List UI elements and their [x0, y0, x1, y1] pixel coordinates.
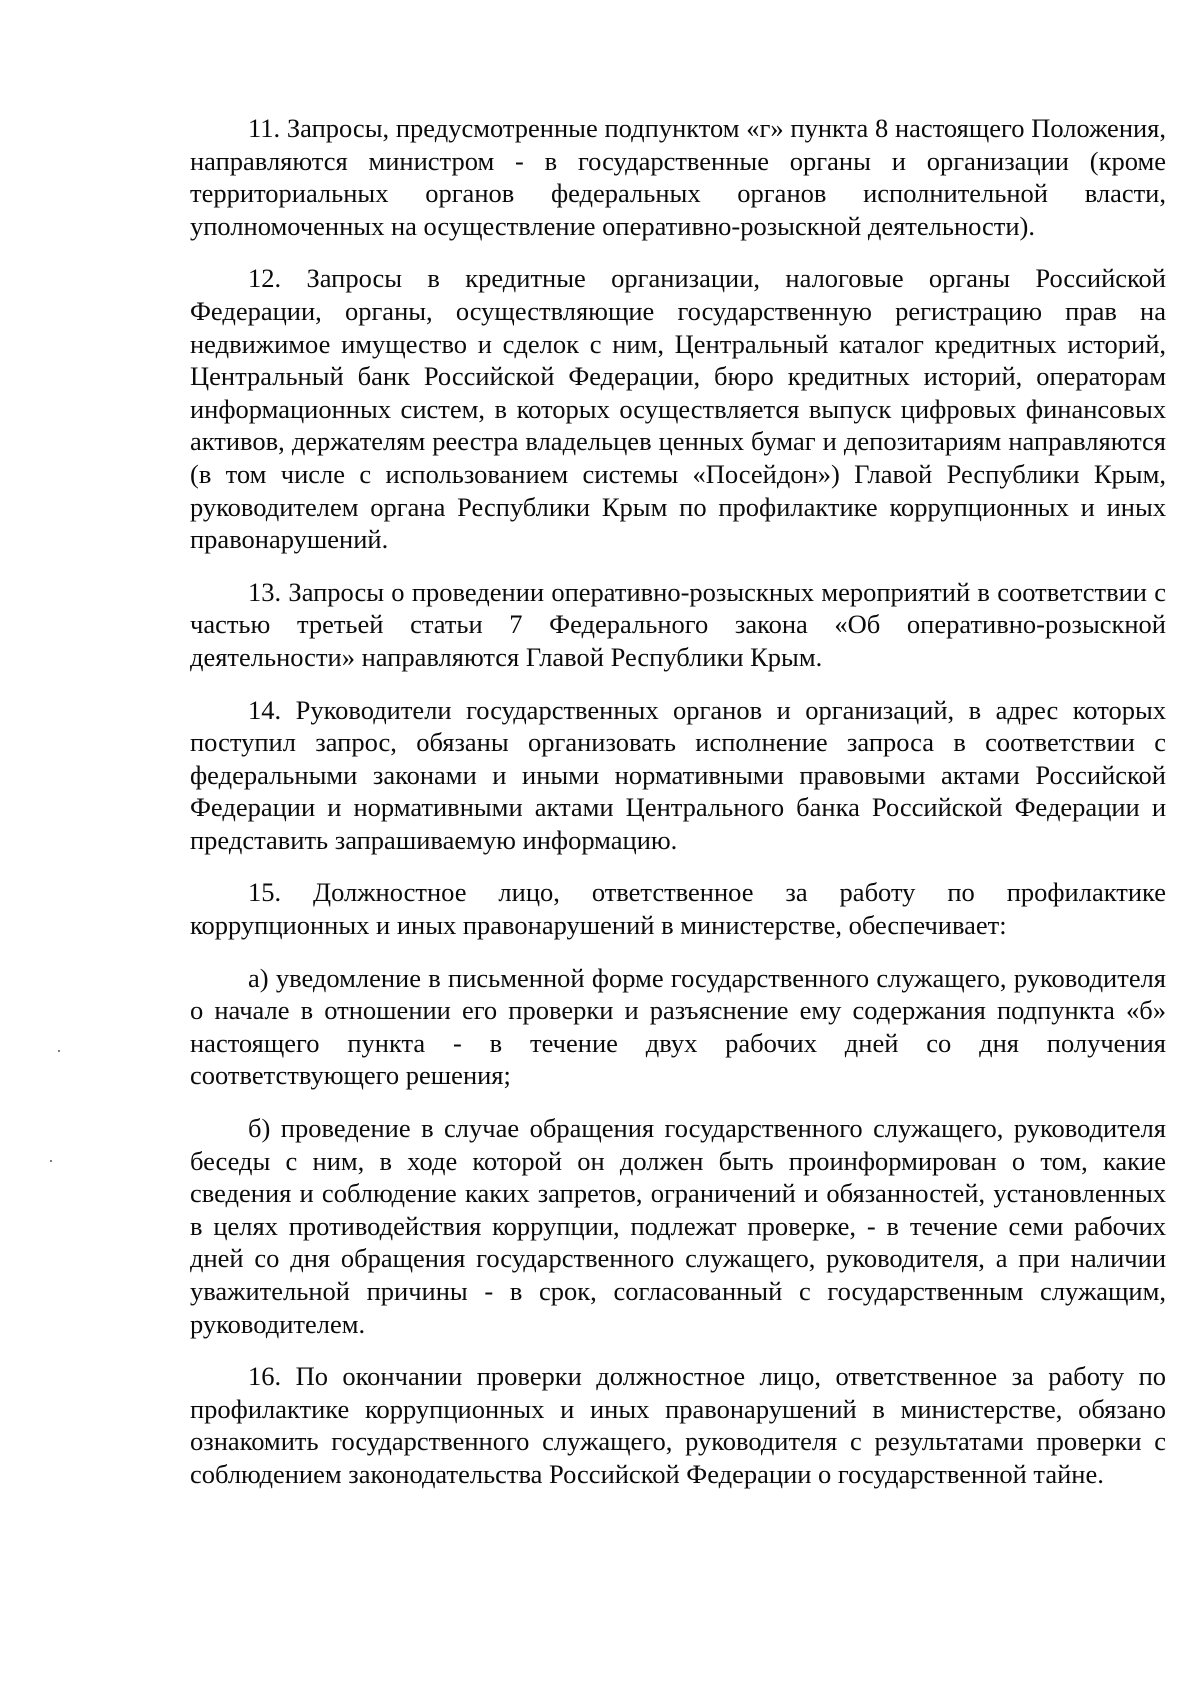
paragraph-12: 12. Запросы в кредитные организации, налоговые органы Российской Федерации, органы, осуществляющие государственную регистрацию прав на недвижимое имущество и сделок с ним, Центральный каталог кредитных историй, Центральный банк Российской Федерации, бюро кредитных историй, операторам информационных систем, в которых осуществляется выпуск цифровых финансовых активов, держателям реестра владельцев ценных бумаг и депозитариям направляются (в том числе с использованием системы «Посейдон») Главой Республики Крым, руководителем органа Республики Крым по профилактике коррупционных и иных правонарушений.: [190, 263, 1166, 555]
paragraph-16: 16. По окончании проверки должностное лицо, ответственное за работу по профилактике коррупционных и иных правонарушений в министерстве, обязано ознакомить государственного служащего, руководителя с результатами проверки с соблюдением законодательства Российской Федерации о государственной тайне.: [190, 1361, 1166, 1489]
paragraph-11: 11. Запросы, предусмотренные подпунктом «г» пункта 8 настоящего Положения, направляются министром - в государственные органы и организации (кроме территориальных органов федеральных органов исполнительной власти, уполномоченных на осуществление оперативно-розыскной деятельности).: [190, 113, 1166, 241]
paragraph-15-b: б) проведение в случае обращения государственного служащего, руководителя беседы с ним, в ходе которой он должен быть проинформирован о том, какие сведения и соблюдение каких запретов, ограничений и обязанностей, установленных в целях противодействия коррупции, подлежат проверке, - в течение семи рабочих дней со дня обращения государственного служащего, руководителя, а при наличии уважительной причины - в срок, согласованный с государственным служащим, руководителем.: [190, 1113, 1166, 1339]
paragraph-13: 13. Запросы о проведении оперативно-розыскных мероприятий в соответствии с частью третьей статьи 7 Федерального закона «Об оперативно-розыскной деятельности» направляются Главой Республики Крым.: [190, 576, 1166, 672]
scan-speck: [50, 1160, 52, 1162]
paragraph-14: 14. Руководители государственных органов и организаций, в адрес которых поступил запрос, обязаны организовать исполнение запроса в соответствии с федеральными законами и иными нормативными правовыми актами Российской Федерации и нормативными актами Центрального банка Российской Федерации и представить запрашиваемую информацию.: [190, 694, 1166, 855]
paragraph-15-a: а) уведомление в письменной форме государственного служащего, руководителя о начале в отношении его проверки и разъяснение ему содержания подпункта «б» настоящего пункта - в течение двух рабочих дней со дня получения соответствующего решения;: [190, 962, 1166, 1091]
scan-speck: [58, 1050, 60, 1052]
document-body: [190, 112, 1166, 1511]
paragraph-15: 15. Должностное лицо, ответственное за работу по профилактике коррупционных и иных правонарушений в министерстве, обеспечивает:: [190, 877, 1166, 941]
